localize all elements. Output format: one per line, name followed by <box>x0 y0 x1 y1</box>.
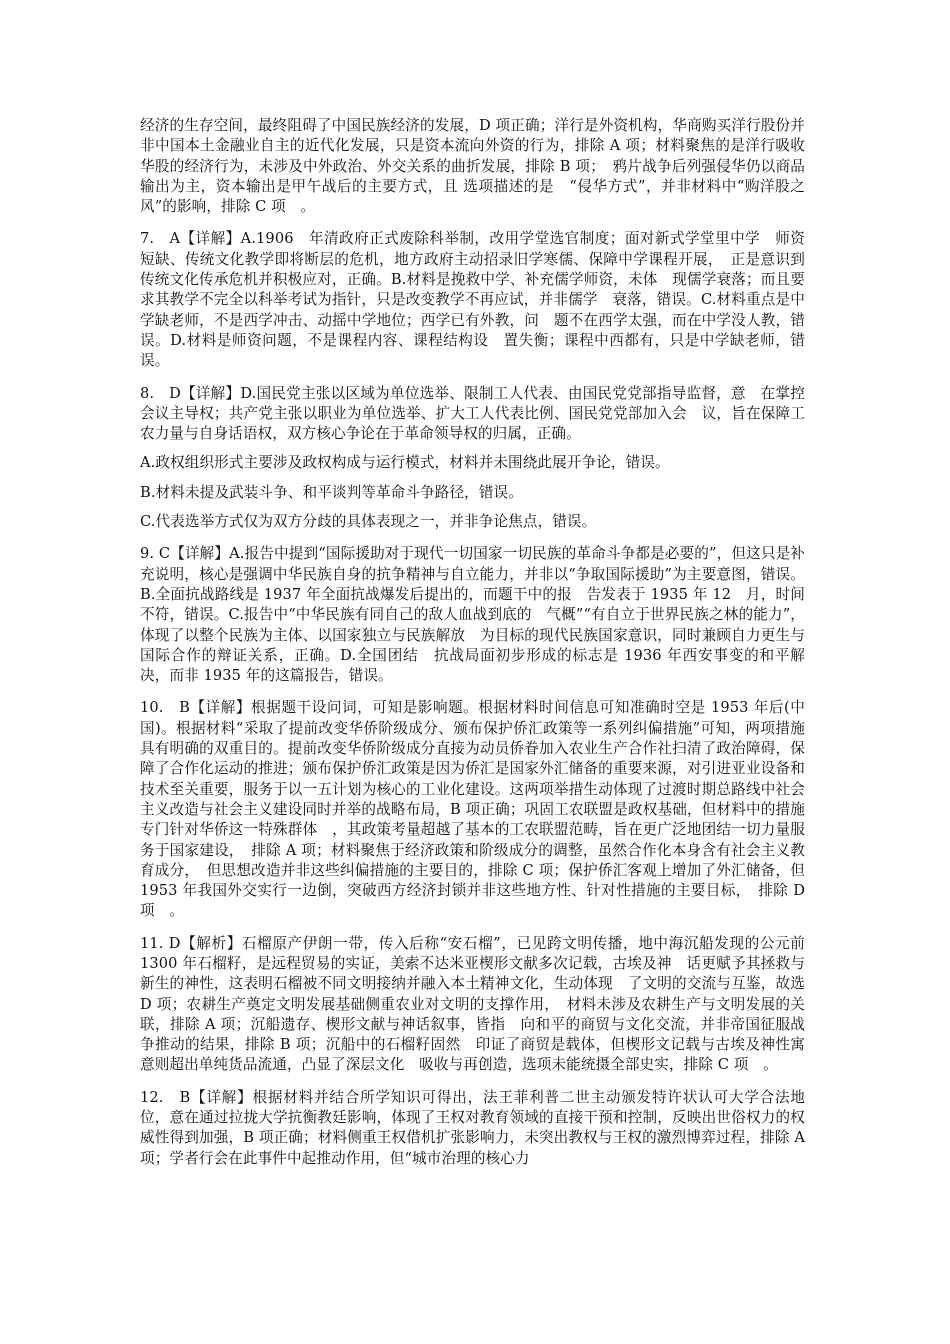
paragraph-answer-8: 8. D【详解】D.国民党主张以区域为单位选举、限制工人代表、由国民党党部指导监督，意 在掌控会议主导权；共产党主张以职业为单位选举、扩大工人代表比例、国民党党部加入会 议，旨在保障工农力量与自身话语权，双方核心争论在于革命领导权的归属，正确。 <box>140 384 805 443</box>
document-page <box>140 116 820 1181</box>
paragraph-answer-9: 9. C【详解】A.报告中提到“国际援助对于现代一切国家一切民族的革命斗争都是必要的”，但这只是补充说明，核心是强调中华民族自身的抗争精神与自立能力，并非以“争取国际援助”为主要意图，错误。B.全面抗战路线是 1937 年全面抗战爆发后提出的，而题干中的报 告发表于 1935 年 12 月，时间不符，错误。C.报告中“中华民族有同自己的敌人血战到底的 气概”“有自立于世界民族之林的能力”，体现了以整个民族为主体、以国家独立与民族解放 为目标的现代民族国家意识，同时兼顾自力更生与国际合作的辩证关系，正确。D.全国团结 抗战局面初步形成的标志是 1936 年西安事变的和平解决，而非 1935 年的这篇报告，错误。 <box>140 545 805 685</box>
paragraph-answer-8-option-c: C.代表选举方式仅为双方分歧的具体表现之一，并非争论焦点，错误。 <box>140 513 597 531</box>
paragraph-answer-7: 7. A【详解】A.1906 年清政府正式废除科举制，改用学堂选官制度；面对新式学堂里中学 师资短缺、传统文化教学即将断层的危机，地方政府主动招录旧学寒儒、保障中学课程开展， 正是意识到传统文化传承危机并积极应对，正确。B.材料是挽救中学、补充儒学师资，未体 现儒学衰落；而且要求其教学不完全以科举考试为指针，只是改变教学不再应试，并非儒学 衰落，错误。C.材料重点是中学缺老师，不是西学冲击、动摇中学地位；西学已有外教，问 题不在西学太强，而在中学没人教，错误。D.材料是师资问题，不是课程内容、课程结构设 置失衡；课程中西都有，只是中学缺老师，错误。 <box>140 230 805 370</box>
paragraph-answer-11: 11. D【解析】石榴原产伊朗一带，传入后称“安石榴”，已见跨文明传播，地中海沉船发现的公元前 1300 年石榴籽，是远程贸易的实证，美索不达米亚楔形文献多次记载，古埃及神 话更赋予其拯救与新生的神性，这表明石榴被不同文明接纳并融入本土精神文化，生动体现 了文明的交流与互鉴，故选 D 项；农耕生产奠定文明发展基础侧重农业对文明的支撑作用， 材料未涉及农耕生产与文明发展的关联，排除 A 项；沉船遗存、楔形文献与神话叙事，皆指 向和平的商贸与文化交流，并非帝国征服战争推动的结果，排除 B 项；沉船中的石榴籽固然 印证了商贸是载体，但楔形文记载与古埃及神性寓意则超出单纯货品流通，凸显了深层文化 吸收与再创造，选项未能统摄全部史实，排除 C 项 。 <box>140 934 805 1074</box>
paragraph-answer-10: 10. B【详解】根据题干设问词，可知是影响题。根据材料时间信息可知准确时空是 1953 年后(中国)。根据材料“采取了提前改变华侨阶级成分、颁布保护侨汇政策等一系列纠偏措施”可知，两项措施具有明确的双重目的。提前改变华侨阶级成分直接为动员侨眷加入农业生产合作社扫清了政治障碍，保障了合作化运动的推进；颁布保护侨汇政策是因为侨汇是国家外汇储备的重要来源，对引进亚业设备和技术至关重要，服务于以一五计划为核心的工业化建设。这两项举措生动体现了过渡时期总路线中社会主义改造与社会主义建设同时并举的战略布局，B 项正确；巩固工农联盟是政权基础，但材料中的措施专门针对华侨这一特殊群体 ，其政策考量超越了基本的工农联盟范畴，旨在更广泛地团结一切力量服务于国家建设， 排除 A 项；材料聚焦于经济政策和阶级成分的调整，虽然合作化本身含有社会主义教育成分， 但思想改造并非这些纠偏措施的主要目的，排除 C 项；保护侨汇客观上增加了外汇储备，但 1953 年我国外交实行一边倒，突破西方经济封锁并非这些地方性、针对性措施的主要目标， 排除 D 项 。 <box>140 699 820 920</box>
paragraph-answer-8-option-b: B.材料未提及武装斗争、和平谈判等革命斗争路径，错误。 <box>140 483 523 501</box>
paragraph-answer-12: 12. B【详解】根据材料并结合所学知识可得出，法王菲利普二世主动颁发特许状认可大学合法地位，意在通过拉拢大学抗衡教廷影响，体现了王权对教育领域的直接干预和控制，反映出世俗权力的权威性得到加强，B 项正确；材料侧重王权借机扩张影响力，未突出教权与王权的激烈博弈过程，排除 A 项；学者行会在此事件中起推动作用，但“城市治理的核心力 <box>140 1088 805 1167</box>
paragraph-answer-6-continued: 经济的生存空间，最终阻碍了中国民族经济的发展，D 项正确；洋行是外资机构，华商购买洋行股份并非中国本土金融业自主的近代化发展，只是资本流向外资的行为，排除 A 项；材料聚焦的是洋行吸收华股的经济行为，未涉及中外政治、外交关系的曲折发展，排除 B 项； 鸦片战争后列强侵华仍以商品输出为主，资本输出是甲午战后的主要方式，且 选项描述的是 “侵华方式”，并非材料中“购洋股之风”的影响，排除 C 项 。 <box>140 117 805 216</box>
paragraph-answer-8-option-a: A.政权组织形式主要涉及政权构成与运行模式，材料并未围绕此展开争论，错误。 <box>140 454 670 472</box>
